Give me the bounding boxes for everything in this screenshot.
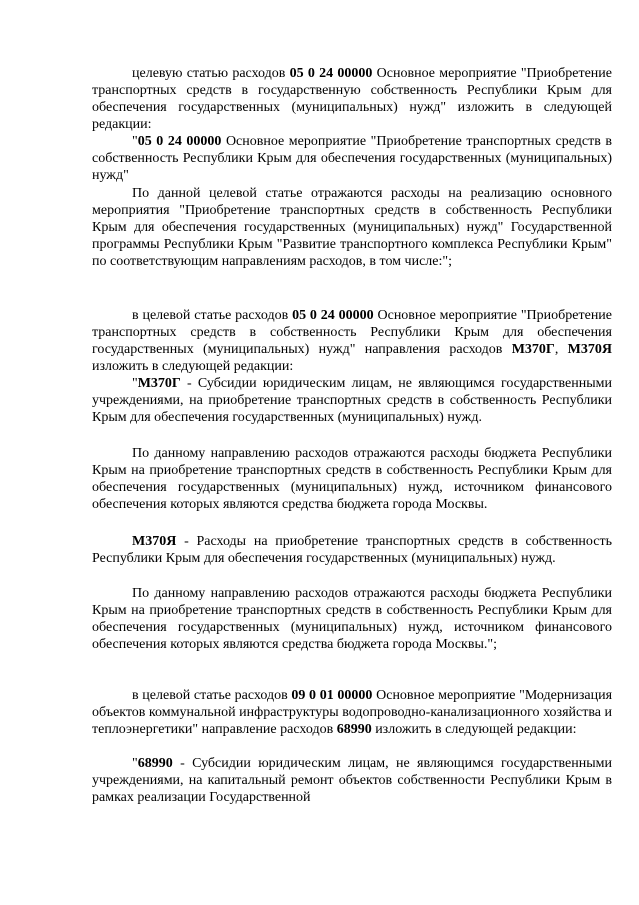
text-run: " — [132, 134, 138, 149]
bold-code: М370Я — [567, 341, 612, 357]
bold-code: 09 0 01 00000 — [291, 688, 373, 703]
text-run: - Субсидии юридическим лицам, не являющимся государственными учреждениями, на капитальный ремонт объектов собственности Республики Крым в рамках реализации Государственной — [92, 756, 612, 805]
paragraph-10 — [92, 756, 612, 807]
paragraph-7 — [92, 534, 612, 568]
text-run: в целевой статье расходов — [132, 308, 293, 323]
text-run: изложить в следующей редакции: — [92, 358, 294, 374]
text-run: По данной целевой статье отражаются расходы на реализацию основного мероприятия "Приобретение транспортных средств в собственность Республики Крым для обеспечения государственных (муниципальных) нужд" Государственной программы Республики Крым "Развитие транспортного комплекса Республики Крым" по соответствующим направлениям расходов, в том числе:"; — [92, 186, 612, 269]
paragraph-4 — [92, 308, 612, 376]
paragraph-6 — [92, 446, 612, 514]
text-run: Основное мероприятие "Модернизация объектов коммунальной инфраструктуры водопроводно-канализационного хозяйства и теплоэнергетики" направление расходов — [92, 688, 613, 737]
text-run: По данному направлению расходов отражаются расходы бюджета Республики Крым на приобретение транспортных средств в собственность Республики Крым для обеспечения государственных (муниципальных) нужд, источником финансового обеспечения которых являются средства бюджета города Москвы."; — [92, 586, 612, 652]
paragraph-1 — [92, 66, 612, 134]
bold-code: М370Г — [137, 376, 181, 391]
text-run: " — [132, 756, 138, 771]
bold-code: 05 0 24 00000 — [292, 308, 374, 323]
text-run: По данному направлению расходов отражаются расходы бюджета Республики Крым на приобретение транспортных средств в собственность Республики Крым для обеспечения государственных (муниципальных) нужд, источником финансового обеспечения которых являются средства бюджета города Москвы. — [92, 446, 612, 512]
bold-code: 05 0 24 00000 — [137, 134, 222, 149]
paragraph-8 — [92, 586, 612, 654]
text-run: изложить в следующей редакции: — [371, 721, 577, 737]
bold-code: М370Я — [132, 534, 177, 549]
bold-code: 68990 — [336, 721, 372, 737]
bold-code: 05 0 24 00000 — [289, 66, 373, 81]
paragraph-2 — [92, 134, 612, 185]
text-run: целевую статью расходов — [132, 66, 290, 81]
text-run: Основное мероприятие "Приобретение транспортных средств в собственность Республики Крым для обеспечения государственных (муниципальных) нужд" направления расходов — [92, 308, 613, 357]
text-run: - Субсидии юридическим лицам, не являющимся государственными учреждениями, на приобретение транспортных средств в собственность Республики Крым для обеспечения государственных (муниципальных) нужд. — [92, 376, 612, 425]
text-run: Основное мероприятие "Приобретение транспортных средств в государственную собственность Республики Крым для обеспечения государственных (муниципальных) нужд" изложить в следующей редакции: — [92, 66, 613, 132]
paragraph-9 — [92, 688, 612, 739]
text-run: " — [132, 376, 138, 391]
text-run: - Расходы на приобретение транспортных средств в собственность Республики Крым для обеспечения государственных (муниципальных) нужд. — [92, 534, 612, 566]
text-run: Основное мероприятие "Приобретение транспортных средств в собственность Республики Крым для обеспечения государственных (муниципальных) нужд" — [92, 134, 612, 183]
bold-code: 68990 — [137, 756, 173, 771]
paragraph-5 — [92, 376, 612, 427]
bold-code: М370Г — [511, 341, 555, 357]
paragraph-3 — [92, 186, 612, 271]
text-run: в целевой статье расходов — [132, 688, 292, 703]
text-run: , — [554, 341, 568, 357]
